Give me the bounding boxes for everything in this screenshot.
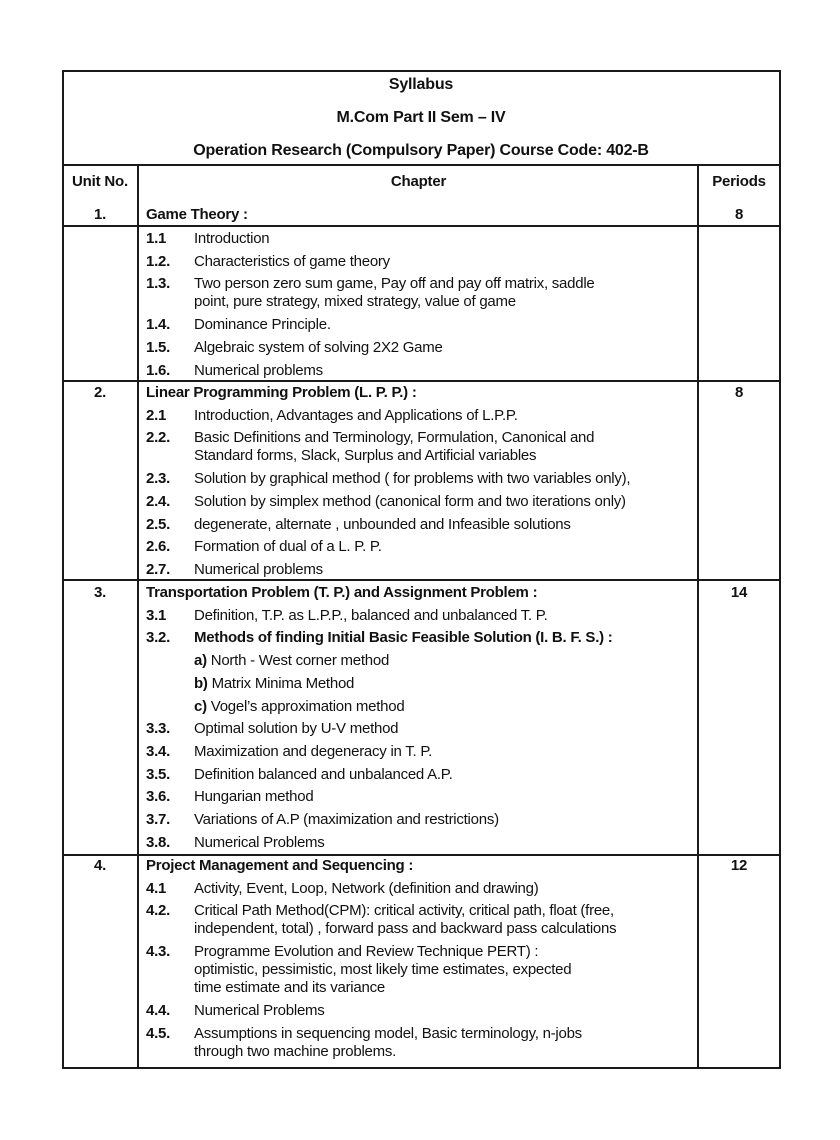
method-subitem bbox=[194, 675, 354, 693]
topic-number: 2.7. bbox=[146, 560, 171, 578]
topic-text: Optimal solution by U-V method bbox=[194, 720, 399, 738]
topic-number: 3.2. bbox=[146, 629, 171, 647]
table-border-right bbox=[779, 70, 781, 1069]
topic-text: Activity, Event, Loop, Network (definition and drawing) bbox=[194, 879, 539, 897]
topic-number: 4.1 bbox=[146, 879, 167, 897]
column-header-chapter: Chapter bbox=[390, 173, 447, 190]
subitem-label: b) bbox=[194, 674, 208, 692]
topic-text: Programme Evolution and Review Technique PERT) : bbox=[194, 943, 539, 961]
topic-text: independent, total) , forward pass and backward pass calculations bbox=[194, 920, 617, 938]
course-semester: M.Com Part II Sem – IV bbox=[336, 109, 506, 126]
unit-title: Project Management and Sequencing : bbox=[146, 857, 414, 874]
topic-text: Variations of A.P (maximization and restrictions) bbox=[194, 811, 499, 828]
topic-number: 3.1 bbox=[146, 606, 167, 624]
unit-periods: 14 bbox=[730, 584, 748, 601]
unit-title: Game Theory : bbox=[146, 206, 248, 223]
table-border-bottom bbox=[62, 1067, 781, 1069]
topic-text: Maximization and degeneracy in T. P. bbox=[194, 742, 433, 760]
periods-column-divider bbox=[697, 164, 699, 1069]
topic-text: Two person zero sum game, Pay off and pay off matrix, saddle bbox=[194, 275, 595, 293]
subitem-text: North - West corner method bbox=[206, 652, 390, 670]
topic-text: Characteristics of game theory bbox=[194, 252, 390, 270]
topic-text: Numerical Problems bbox=[194, 1001, 325, 1019]
topic-text: Algebraic system of solving 2X2 Game bbox=[194, 338, 443, 356]
topic-text: Critical Path Method(CPM): critical activity, critical path, float (free, bbox=[194, 902, 614, 920]
topic-number: 2.5. bbox=[146, 515, 171, 533]
unit-periods: 8 bbox=[734, 384, 744, 401]
topic-text: Introduction, Advantages and Applications of L.P.P. bbox=[194, 406, 518, 424]
topic-text: Assumptions in sequencing model, Basic terminology, n-jobs bbox=[194, 1024, 582, 1042]
topic-number: 3.6. bbox=[146, 788, 171, 806]
topic-text: Numerical problems bbox=[194, 361, 323, 379]
syllabus-heading: Syllabus bbox=[388, 76, 454, 93]
topic-text: degenerate, alternate , unbounded and Infeasible solutions bbox=[194, 515, 571, 533]
unit-number: 2. bbox=[93, 384, 106, 401]
unit-title: Transportation Problem (T. P.) and Assignment Problem : bbox=[146, 584, 538, 601]
unit-periods: 12 bbox=[730, 857, 748, 874]
topic-text: optimistic, pessimistic, most likely time estimates, expected bbox=[194, 961, 572, 979]
topic-text: Numerical Problems bbox=[194, 833, 325, 851]
topic-number: 1.4. bbox=[146, 316, 171, 334]
topic-number: 3.4. bbox=[146, 742, 171, 760]
topic-text: Solution by simplex method (canonical form and two iterations only) bbox=[194, 492, 626, 510]
row-divider bbox=[62, 854, 781, 856]
topic-text: Definition, T.P. as L.P.P., balanced and unbalanced T. P. bbox=[194, 606, 548, 624]
row-divider bbox=[62, 225, 781, 227]
unit-number: 3. bbox=[93, 584, 106, 601]
topic-number: 2.4. bbox=[146, 492, 171, 510]
topic-number: 3.5. bbox=[146, 765, 171, 783]
table-border-left bbox=[62, 70, 64, 1069]
topic-number: 1.5. bbox=[146, 338, 171, 356]
topic-number: 2.6. bbox=[146, 538, 171, 556]
unit-periods: 8 bbox=[734, 206, 744, 223]
topic-number: 4.3. bbox=[146, 943, 171, 961]
subitem-text: Vogel’s approximation method bbox=[206, 697, 405, 715]
topic-text: point, pure strategy, mixed strategy, value of game bbox=[194, 293, 516, 311]
row-divider bbox=[62, 579, 781, 581]
topic-text: Basic Definitions and Terminology, Formulation, Canonical and bbox=[194, 429, 595, 447]
topic-number: 1.2. bbox=[146, 252, 171, 270]
topic-text: Formation of dual of a L. P. P. bbox=[194, 538, 382, 556]
topic-text: Introduction bbox=[194, 230, 270, 247]
subitem-text: Matrix Minima Method bbox=[207, 674, 355, 692]
topic-number: 1.3. bbox=[146, 275, 171, 293]
column-header-periods: Periods bbox=[712, 173, 766, 190]
topic-text: Definition balanced and unbalanced A.P. bbox=[194, 765, 453, 783]
topic-number: 2.3. bbox=[146, 470, 171, 488]
topic-number: 4.4. bbox=[146, 1001, 171, 1019]
row-divider bbox=[62, 380, 781, 382]
topic-text: time estimate and its variance bbox=[194, 979, 385, 997]
table-border-top bbox=[62, 70, 781, 72]
unit-title: Linear Programming Problem (L. P. P.) : bbox=[146, 384, 417, 401]
topic-number: 2.1 bbox=[146, 406, 167, 424]
course-title: Operation Research (Compulsory Paper) Course Code: 402-B bbox=[193, 142, 649, 159]
title-divider bbox=[62, 164, 781, 166]
topic-number: 1.6. bbox=[146, 361, 171, 379]
topic-number: 3.8. bbox=[146, 833, 171, 851]
subitem-label: c) bbox=[194, 697, 207, 715]
topic-number: 3.3. bbox=[146, 720, 171, 738]
topic-number: 4.5. bbox=[146, 1024, 171, 1042]
topic-text: Dominance Principle. bbox=[194, 316, 331, 334]
unit-column-divider bbox=[137, 164, 139, 1069]
topic-text: Standard forms, Slack, Surplus and Artificial variables bbox=[194, 447, 537, 465]
topic-text: Hungarian method bbox=[194, 788, 314, 806]
method-subitem bbox=[194, 698, 404, 716]
topic-number: 1.1 bbox=[146, 230, 167, 247]
unit-number: 4. bbox=[93, 857, 106, 874]
topic-number: 3.7. bbox=[146, 811, 171, 828]
topic-text: Numerical problems bbox=[194, 560, 323, 578]
method-subitem bbox=[194, 652, 389, 670]
topic-text: Solution by graphical method ( for problems with two variables only), bbox=[194, 470, 631, 488]
column-header-unit: Unit No. bbox=[72, 173, 128, 190]
unit-number: 1. bbox=[93, 206, 106, 223]
subitem-label: a) bbox=[194, 652, 207, 670]
topic-text: Methods of finding Initial Basic Feasible Solution (I. B. F. S.) : bbox=[194, 629, 613, 647]
topic-number: 2.2. bbox=[146, 429, 171, 447]
topic-text: through two machine problems. bbox=[194, 1042, 397, 1060]
topic-number: 4.2. bbox=[146, 902, 171, 920]
